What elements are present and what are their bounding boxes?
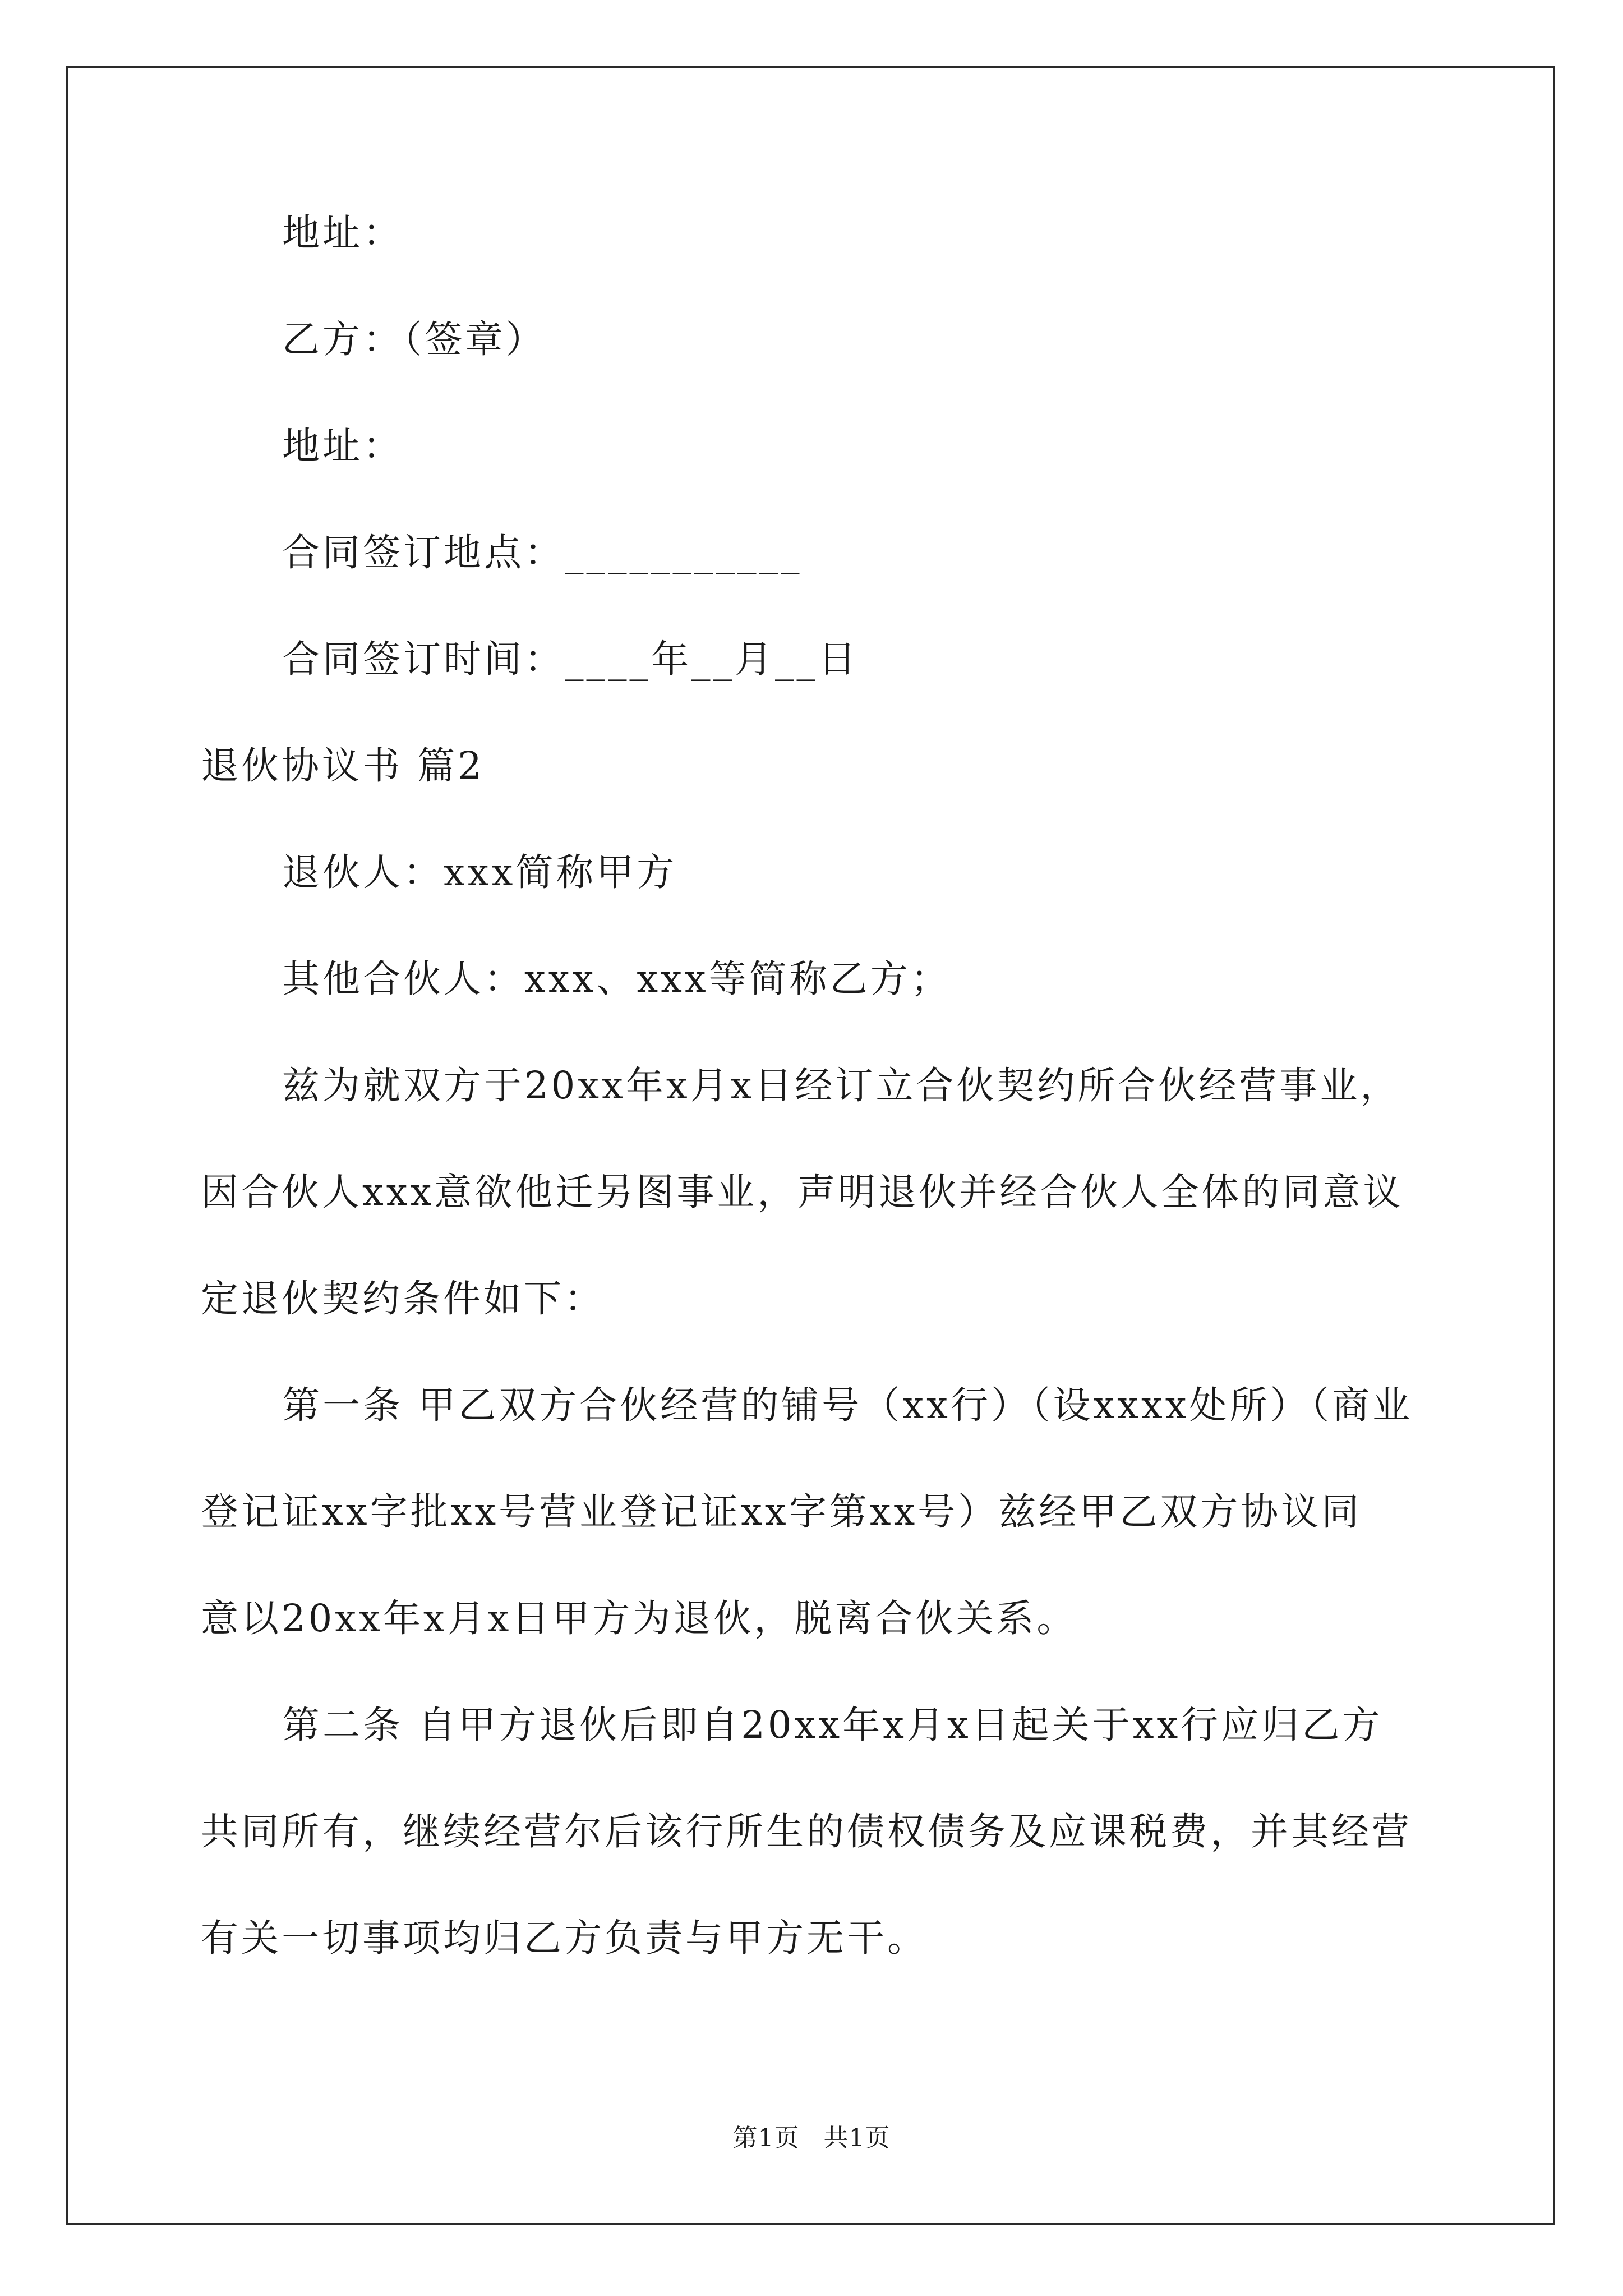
article-2-line-3: 有关一切事项均归乙方负责与甲方无干。 — [201, 1916, 928, 1960]
page-footer — [0, 2118, 1623, 2154]
article-1-line-1: 第一条 甲乙双方合伙经营的铺号（xx行）（设xxxx处所）（商业 — [282, 1383, 1413, 1427]
line-signing-place: 合同签订地点：___________ — [282, 531, 803, 574]
document-body — [201, 180, 1435, 1991]
page-number-current: 第1页 — [732, 2124, 800, 2152]
paragraph-preamble-line-3: 定退伙契约条件如下： — [201, 1277, 605, 1320]
article-2-line-1: 第二条 自甲方退伙后即自20xx年x月x日起关于xx行应归乙方 — [282, 1703, 1383, 1747]
line-other-partners: 其他合伙人：xxx、xxx等简称乙方； — [282, 957, 951, 1001]
line-signing-date: 合同签订时间：____年__月__日 — [282, 637, 859, 681]
article-1-line-2: 登记证xx字批xx号营业登记证xx字第xx号）兹经甲乙双方协议同 — [201, 1490, 1362, 1534]
paragraph-preamble-line-1: 兹为就双方于20xx年x月x日经订立合伙契约所合伙经营事业， — [282, 1064, 1401, 1107]
article-2-line-2: 共同所有，继续经营尔后该行所生的债权债务及应课税费，并其经营 — [201, 1810, 1412, 1853]
paragraph-preamble-line-2: 因合伙人xxx意欲他迁另图事业，声明退伙并经合伙人全体的同意议 — [201, 1170, 1404, 1214]
line-party-b-signature: 乙方：（签章） — [282, 318, 546, 361]
line-address-2: 地址： — [282, 424, 403, 468]
section-heading: 退伙协议书 篇2 — [201, 744, 485, 788]
line-address-1: 地址： — [282, 211, 403, 255]
page-number-total: 共1页 — [823, 2124, 891, 2152]
line-withdrawing-partner: 退伙人：xxx简称甲方 — [282, 850, 677, 894]
article-1-line-3: 意以20xx年x月x日甲方为退伙，脱离合伙关系。 — [201, 1596, 1077, 1640]
